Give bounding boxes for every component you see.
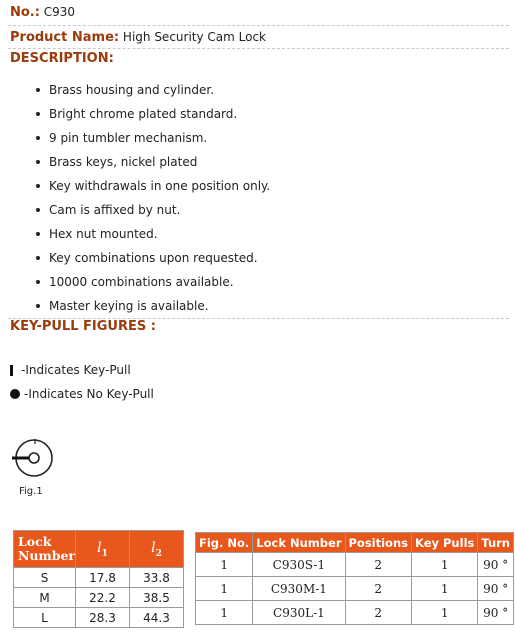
product-number-row (10, 5, 509, 20)
product-name-row (10, 30, 509, 45)
figure-caption: Fig.1 (19, 486, 43, 497)
table-cell: L (14, 608, 76, 628)
table-cell: M (14, 588, 76, 608)
legend-key-pull (10, 363, 131, 377)
list-item: Cam is affixed by nut. (36, 202, 270, 226)
no-key-pull-dot-icon (10, 389, 20, 399)
table-cell: 1 (412, 577, 478, 601)
list-item: Brass housing and cylinder. (36, 82, 270, 106)
table-cell: 44.3 (130, 608, 184, 628)
legend-no-key-pull-text: -Indicates No Key-Pull (24, 387, 154, 401)
key-pull-heading: KEY-PULL FIGURES : (10, 319, 156, 334)
table-cell: 1 (196, 553, 253, 577)
table-cell: 1 (412, 601, 478, 625)
table-cell: 1 (412, 553, 478, 577)
table-cell: C930L-1 (253, 601, 345, 625)
list-item: 9 pin tumbler mechanism. (36, 130, 270, 154)
column-header-turn: Turn (478, 533, 514, 553)
divider (8, 25, 509, 26)
column-header-fig-no: Fig. No. (196, 533, 253, 553)
table-header-row (196, 533, 514, 553)
list-item: Key combinations upon requested. (36, 250, 270, 274)
table-cell: 2 (345, 553, 412, 577)
table-cell: 1 (196, 577, 253, 601)
product-name-label: Product Name: (10, 30, 120, 45)
feature-list (36, 82, 270, 322)
table-row (14, 568, 184, 588)
table-cell: S (14, 568, 76, 588)
table-cell: 2 (345, 577, 412, 601)
legend-no-key-pull (10, 387, 154, 401)
list-item: Master keying is available. (36, 298, 270, 322)
key-pull-bar-icon (10, 365, 13, 376)
table-header-row (14, 531, 184, 568)
description-heading: DESCRIPTION: (10, 51, 114, 66)
table-cell: C930M-1 (253, 577, 345, 601)
table-row (196, 553, 514, 577)
table-cell: 17.8 (76, 568, 130, 588)
table-cell: 1 (196, 601, 253, 625)
list-item: Bright chrome plated standard. (36, 106, 270, 130)
lock-keys-table (195, 532, 514, 625)
column-header-positions: Positions (345, 533, 412, 553)
table-cell: 28.3 (76, 608, 130, 628)
key-pull-figure-icon (10, 438, 56, 478)
table-cell: C930S-1 (253, 553, 345, 577)
table-row (14, 588, 184, 608)
key-pull-heading-row (10, 319, 509, 334)
table-row (196, 577, 514, 601)
description-heading-row (10, 51, 509, 66)
table-cell: 33.8 (130, 568, 184, 588)
legend-key-pull-text: -Indicates Key-Pull (21, 363, 131, 377)
table-row (14, 608, 184, 628)
list-item: Brass keys, nickel plated (36, 154, 270, 178)
list-item: Key withdrawals in one position only. (36, 178, 270, 202)
table-cell: 38.5 (130, 588, 184, 608)
table-cell: 90 ° (478, 553, 514, 577)
table-cell: 2 (345, 601, 412, 625)
product-name-value: High Security Cam Lock (122, 30, 267, 44)
column-header-lock-number: Lock Number (253, 533, 345, 553)
table-cell: 22.2 (76, 588, 130, 608)
table-cell: 90 ° (478, 577, 514, 601)
product-number-value: C930 (43, 5, 76, 19)
table-row (196, 601, 514, 625)
product-number-label: No.: (10, 5, 40, 20)
divider (8, 48, 509, 49)
table-cell: 90 ° (478, 601, 514, 625)
lock-sizes-table (13, 530, 184, 628)
list-item: Hex nut mounted. (36, 226, 270, 250)
column-header-l2: $l_2$ (130, 531, 184, 568)
column-header-l1: $l_1$ (76, 531, 130, 568)
list-item: 10000 combinations available. (36, 274, 270, 298)
column-header-key-pulls: Key Pulls (412, 533, 478, 553)
column-header-lock-number: Lock Number (14, 531, 76, 568)
